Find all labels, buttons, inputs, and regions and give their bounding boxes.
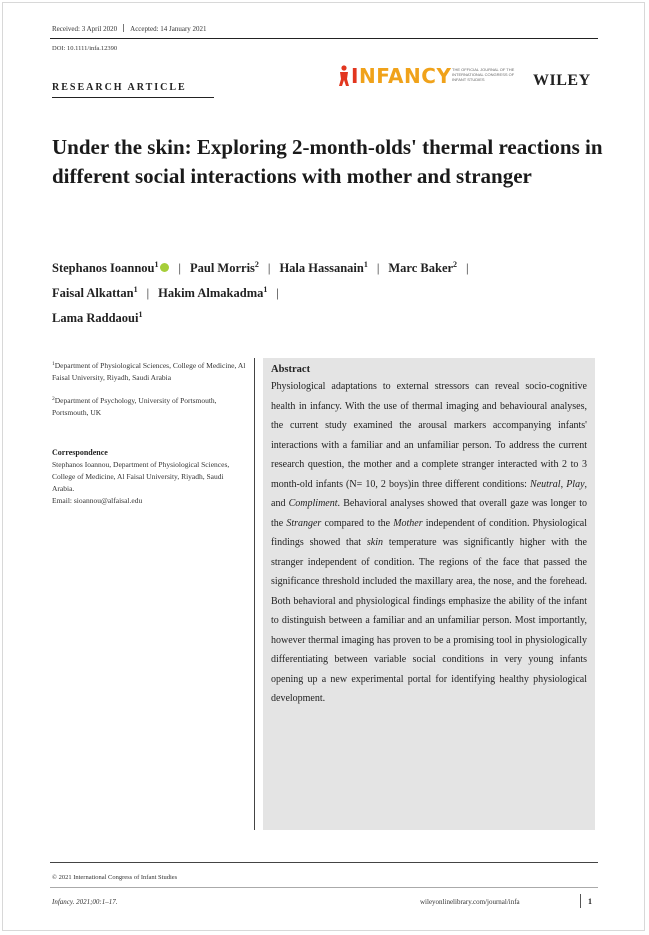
affiliation-2: $^2$Department of Psychology, University of Portsmouth, Portsmouth, UK: [52, 396, 217, 417]
author[interactable]: Marc Baker$^2$: [388, 260, 458, 275]
correspondence-heading: Correspondence: [52, 448, 108, 457]
author-separator: |: [178, 261, 181, 275]
abstract-body: Physiological adaptations to external stressors can reveal socio-cognitive health in infancy. With the use of thermal imaging and behavioural analyses, the current study examined the arousal markers accompanying infants' interactions with a familiar and an unfamiliar person. To address the current research question, the mother and a complete stranger interacted with 2 to 3 month-old infants (N= 10, 2 boys)in three different conditions: Neutral, Play, and Compliment. Behavioral analyses showed that overall gaze was longer to the Stranger compared to the Mother independent of condition. Physiological findings showed that skin temperature was significantly higher with the stranger independent of condition. The regions of the face that passed the significance threshold included the maxillary area, the nose, and the forehead. Both behavioral and physiological findings emphasize the ability of the infant to distinguish between a familiar and an unfamiliar person. Most importantly, however thermal imaging has proven to be a promising tool in physiologically differentiating between variable social conditions in very young infants opening up a new experimental portal for identifying healthy physiological development.: [271, 381, 588, 704]
author[interactable]: Hala Hassanain$^1$: [279, 260, 368, 275]
wiley-logo: WILEY: [533, 72, 591, 89]
author-separator: |: [466, 261, 469, 275]
doi-link[interactable]: DOI: 10.1111/infa.12390: [52, 45, 118, 52]
author-list: [52, 254, 607, 329]
author[interactable]: Paul Morris$^2$: [190, 260, 259, 275]
correspondence-address: Stephanos Ioannou, Department of Physiological Sciences, College of Medicine, Al Faisal University, Riyadh, Saudi Arabia.: [52, 460, 230, 493]
footer-rule-2: [50, 887, 598, 888]
journal-reference: Infancy. 2021;00:1–17.: [52, 898, 118, 906]
column-divider: [254, 358, 255, 830]
article-title: Under the skin: Exploring 2-month-olds' thermal reactions in different social interactions with mother and stranger: [52, 135, 603, 188]
affiliation-1: $^1$Department of Physiological Sciences, College of Medicine, Al Faisal University, Riyadh, Saudi Arabia: [52, 361, 246, 382]
author-affiliation-number: 1: [138, 310, 143, 319]
author-affiliation-number: 1: [133, 285, 138, 294]
icis-logo: THE OFFICIAL JOURNAL OF THE INTERNATIONAL CONGRESS OF INFANT STUDIES: [452, 67, 515, 82]
infant-figure-icon: [338, 65, 350, 87]
page-number: 1: [588, 897, 592, 906]
author[interactable]: Faisal Alkattan$^1$: [52, 285, 138, 300]
abstract-box: [263, 358, 595, 830]
article-type: RESEARCH ARTICLE: [52, 82, 187, 93]
footer-rule: [50, 862, 598, 863]
author-separator: |: [376, 261, 380, 275]
abstract-heading: Abstract: [271, 364, 311, 375]
affiliations: [52, 358, 247, 428]
correspondence-email[interactable]: Email: sioannou@alfaisal.edu: [52, 496, 143, 505]
date-separator: [123, 24, 124, 32]
page-number-separator: [580, 894, 581, 908]
author-separator: |: [276, 286, 279, 300]
header-rule: [50, 38, 598, 39]
author-separator: |: [146, 286, 150, 300]
copyright: © 2021 International Congress of Infant Studies: [52, 874, 178, 881]
author-affiliation-number: 1: [363, 260, 368, 269]
infancy-logo-text: INFANCY: [351, 64, 452, 88]
correspondence: [52, 447, 247, 507]
orcid-icon[interactable]: [160, 263, 169, 272]
author-separator: |: [267, 261, 271, 275]
article-dates: [52, 24, 207, 33]
infancy-logo: [338, 64, 451, 88]
author-affiliation-number: 1: [263, 285, 268, 294]
author[interactable]: Lama Raddaoui$^1$: [52, 310, 143, 325]
author-affiliation-number: 1: [154, 260, 159, 269]
author-affiliation-number: 2: [254, 260, 259, 269]
article-type-underline: [52, 97, 214, 98]
received-date: Received: 3 April 2020: [52, 25, 118, 33]
journal-website-link[interactable]: wileyonlinelibrary.com/journal/infa: [420, 898, 520, 906]
author[interactable]: Stephanos Ioannou$^1$: [52, 261, 169, 275]
author[interactable]: Hakim Almakadma$^1$: [158, 285, 268, 300]
author-affiliation-number: 2: [453, 260, 458, 269]
accepted-date: Accepted: 14 January 2021: [130, 25, 207, 33]
